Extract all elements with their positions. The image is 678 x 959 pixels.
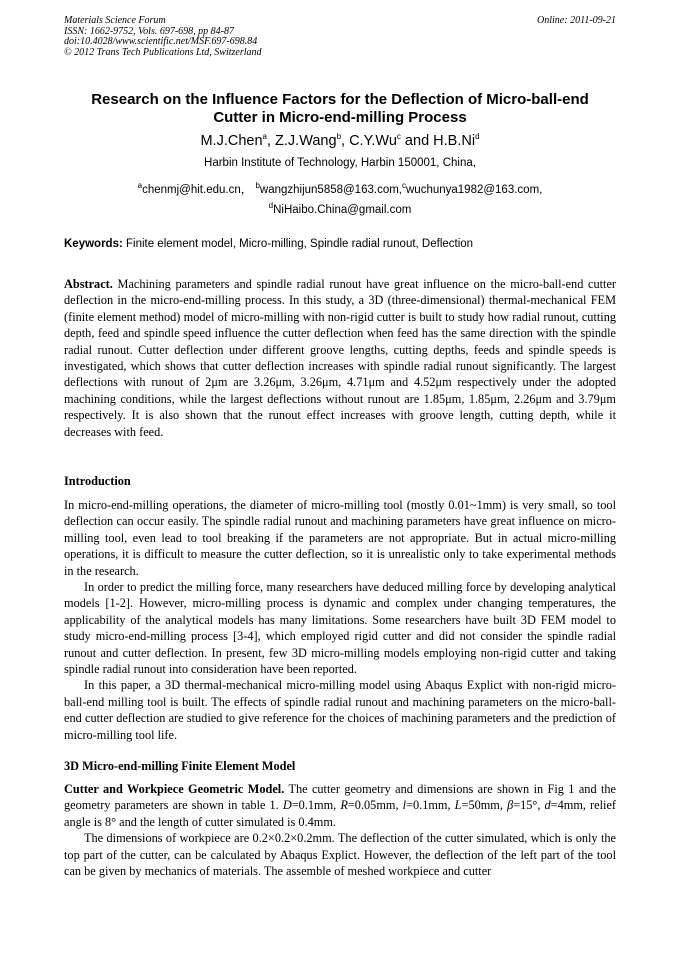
copyright-line: © 2012 Trans Tech Publications Ltd, Switzerland <box>64 46 262 58</box>
abstract <box>64 276 616 440</box>
author-3: C.Y.Wu <box>349 133 397 149</box>
doi-line: doi:10.4028/www.scientific.net/MSF.697-698.84 <box>64 36 258 47</box>
author-and: and <box>400 133 434 149</box>
text-run: =0.1mm, <box>406 798 455 813</box>
symbol-beta: β <box>507 798 514 813</box>
author-2-sup: b <box>336 132 342 142</box>
author-3-sup: c <box>396 132 401 142</box>
issn-line: ISSN: 1662-9752, Vols. 697-698, pp 84-87 <box>64 25 234 37</box>
email-2-sup: b <box>255 181 260 191</box>
symbol-d: d <box>544 798 551 813</box>
keywords-label: Keywords: <box>64 238 123 250</box>
text-run: The cutter geometry and dimensions are shown in Fig 1 and the geometry parameters are shown in table 1. <box>64 782 616 813</box>
email-1-sup: a <box>137 181 143 191</box>
symbol-L: L <box>454 798 462 813</box>
section-heading-introduction: Introduction <box>64 474 131 488</box>
author-4-sup: d <box>475 132 480 142</box>
email-2: wangzhijun5858@163.com, <box>259 184 402 196</box>
affiliation: Harbin Institute of Technology, Harbin 150001, China, <box>204 157 476 169</box>
author-2: Z.J.Wang <box>275 133 337 149</box>
journal-name: Materials Science Forum <box>64 15 166 26</box>
paper-title <box>64 91 616 127</box>
symbol-R: R <box>340 798 348 813</box>
fem-model-body <box>64 781 616 879</box>
email-3-sup: c <box>402 181 406 191</box>
symbol-l: l <box>402 798 407 813</box>
text-run: =50mm, <box>461 798 508 813</box>
author-separator: , <box>341 133 350 149</box>
abstract-text: Machining parameters and spindle radial runout have great influence on the micro-ball-end cutter deflection in the micro-end-milling process. In this study, a 3D (three-dimensional) thermal-mechanical FEM (finite element method) model of micro-milling with non-rigid cutter is built to study how radial runout, cutting depth, feed and spindle speed influence the cutter deflection when feed has the same direction with the spindle radial runout. Cutter deflection under different groove lengths, cutting depths, feeds and spindle speeds is investigated, which shows that cutter deflection increases with spindle radial runout significantly. The largest deflections with runout of 2μm are 3.26μm, 3.26μm, 4.71μm and 4.52μm respectively under the adopted machining conditions, while the largest deflections without runout are 1.85μm, 1.85μm, 2.26μm and 3.79μm respectively. It is also shown that the runout effect increases with groove length, cutting depth, while it decreases with feed. <box>64 277 616 439</box>
paragraph: In order to predict the milling force, many researchers have deduced milling force by developing analytical models [1-2]. However, micro-milling process is dynamic and complex under changing temperatures, the applicability of the analytical models has many limitations. Some researchers have built 3D FEM model to study micro-end-milling process [3-4], which employed rigid cutter and did not consider the spindle radial runout and cutter deflection. In present, few 3D micro-milling models employing non-rigid cutter and taking spindle radial runout into consideration have been reported. <box>64 580 616 677</box>
paragraph: The dimensions of workpiece are 0.2×0.2×0.2mm. The deflection of the cutter simulated, which is only the top part of the cutter, can be calculated by Abaqus Explict. However, the deflection of the left part of the tool can be given by mechanics of materials. The assemble of meshed workpiece and cutter <box>64 831 616 879</box>
author-1: M.J.Chen <box>200 133 263 149</box>
email-4-sup: d <box>268 201 274 211</box>
text-run: =0.1mm, <box>291 798 341 813</box>
runin-heading: Cutter and Workpiece Geometric Model. <box>64 782 285 796</box>
author-4: H.B.Ni <box>433 133 476 149</box>
email-1: chenmj@hit.edu.cn， <box>142 184 253 196</box>
text-run: =0.05mm, <box>347 798 403 813</box>
title-line-1: Research on the Influence Factors for the Deflection of Micro-ball-end <box>91 91 589 108</box>
introduction-body <box>64 497 616 743</box>
author-list <box>64 132 616 150</box>
title-line-2: Cutter in Micro-end-milling Process <box>213 109 467 126</box>
online-date: Online: 2011-09-21 <box>537 15 616 26</box>
section-heading-fem-model: 3D Micro-end-milling Finite Element Model <box>64 759 296 773</box>
journal-header <box>64 16 616 58</box>
paragraph: In micro-end-milling operations, the diameter of micro-milling tool (mostly 0.01~1mm) is very small, so tool deflection can occur easily. The spindle radial runout and machining parameters have great influence on micro-milling tool, even lead to tool breaking if the parameters are not appropriate. But in actual micro-milling operations, it is difficult to measure the cutter deflection, so it is unrealistic only to take experimental methods in the research. <box>64 498 616 578</box>
paragraph <box>64 781 616 830</box>
author-1-sup: a <box>262 132 267 142</box>
paragraph: In this paper, a 3D thermal-mechanical micro-milling model using Abaqus Explict with non-rigid micro-ball-end milling tool is built. The effects of spindle radial runout and machining parameters on the micro-ball-end cutter deflection are studied to give reference for the choices of machining parameters and the prediction of micro-milling tool life. <box>64 678 616 742</box>
email-line-2 <box>64 201 616 216</box>
abstract-label: Abstract. <box>64 277 113 291</box>
keywords <box>64 238 616 250</box>
keywords-text: Finite element model, Micro-milling, Spindle radial runout, Deflection <box>122 238 474 250</box>
email-4: NiHaibo.China@gmail.com <box>273 204 412 216</box>
text-run: =15°, <box>513 798 545 813</box>
email-line-1 <box>64 181 616 197</box>
author-separator: , <box>266 133 276 149</box>
email-3: wuchunya1982@163.com, <box>406 184 543 196</box>
text-run: =4mm, relief angle is 8° and the length of cutter simulated is 0.4mm. <box>64 798 616 829</box>
symbol-D: D <box>282 798 292 813</box>
